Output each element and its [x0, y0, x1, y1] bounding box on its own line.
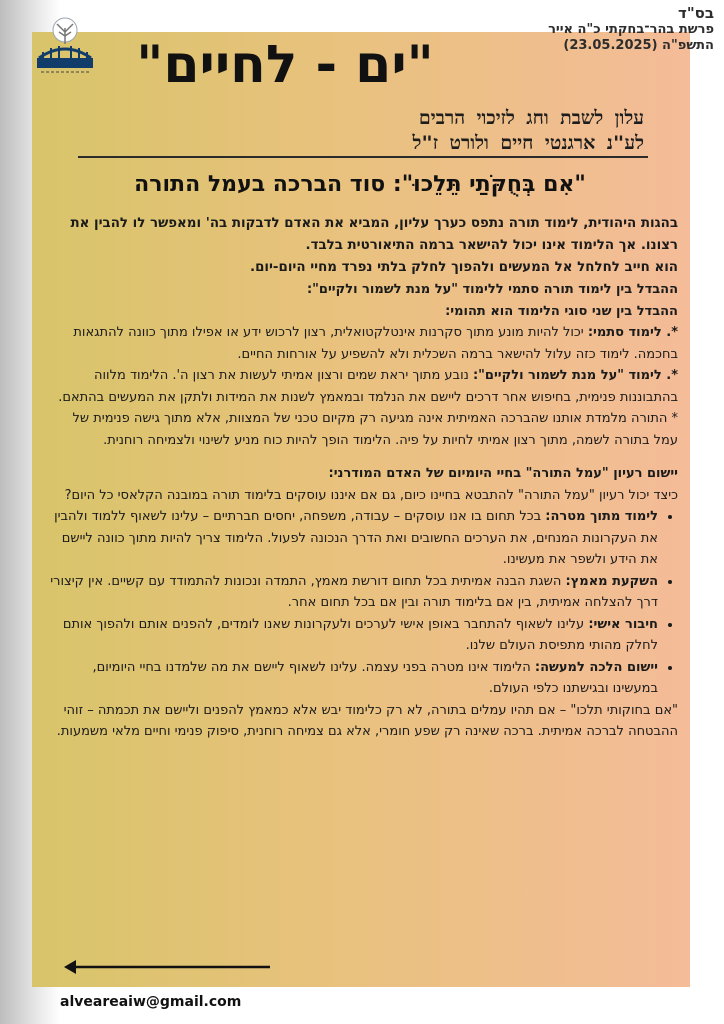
bullet-text: עלינו לשאוף להתחבר באופן אישי לערכים ולעקרונות שאנו לומדים, להפנים אותם ולהפוך אותם לחלק מהותי מתפיסת העולם שלנו.	[62, 616, 658, 653]
modern-heading: יישום רעיון "עמל התורה" בחיי היומיום של האדם המודרני:	[328, 466, 678, 481]
closing-paragraph: "אם בחוקותי תלכו" – אם תהיו עמלים בתורה, לא רק כלימוד יבש אלא כמאמץ להפנים וליישם את תכמתה – זוהי ההבטחה לברכה אמיתית. ברכה שאינה רק שפע חומרי, אלא גם צמיחה רוחנית, סיפוק פנימי וחיים מלאי משמעות.	[56, 702, 678, 739]
parasha-label: פרשת בהר־בחקתי כ"ה אייר	[548, 22, 714, 37]
bullet-label: לימוד מתוך מטרה:	[545, 509, 658, 524]
bullet-label: השקעת מאמץ:	[565, 573, 658, 589]
types-heading: ההבדל בין שני סוגי הלימוד הוא תהומי:	[445, 303, 678, 319]
intro-paragraph-2: הוא חייב לחלחל אל המעשים ולהפוך לחלק בלתי נפרד מחיי היום-יום.	[249, 260, 678, 275]
contact-email: alveareaiw@gmail.com	[60, 994, 242, 1010]
newsletter-subtitle	[84, 106, 644, 156]
difference-heading: ההבדל בין לימוד תורה סתמי ללימוד "על מנת לשמור ולקיים":	[306, 282, 678, 297]
header-divider	[78, 156, 648, 158]
bsd-label: בס"ד	[678, 4, 714, 22]
list-item	[46, 506, 658, 571]
bullet-text: הלימוד אינו מטרה בפני עצמה. עלינו לשאוף ליישם את מה שלמדנו בחיי היומיום, במעשינו ובגישתנו כלפי העולם.	[92, 659, 658, 696]
subtitle-line-2: לע"נ ארגנטי חיים ולורט ז"ל	[412, 132, 644, 154]
bullet-text: בכל תחום בו אנו עוסקים – עבודה, משפחה, יחסים חברתיים – עלינו לשאוף ללמוד ולהבין את העקרונות המנחים, את הערכים החשובים ואת הדרך הנכונה לפעול. הלימוד צריך להיות מתוך כוונה ליישם את הידע ולשפר את מעשינו.	[54, 509, 658, 567]
date-label: התשפ"ה (23.05.2025)	[563, 38, 714, 53]
subtitle-line-1: עלון לשבת וחג לזיכוי הרבים	[418, 107, 644, 129]
modern-question: כיצד יכול רעיון "עמל התורה" להתבטא בחיינו כיום, גם אם איננו עוסקים בלימוד תורה במובנה הקלאסי כל היום?	[64, 487, 678, 503]
list-item	[46, 571, 658, 614]
type1-label: *. לימוד סתמי:	[587, 325, 678, 340]
type1-paragraph	[46, 322, 678, 365]
spacer	[46, 451, 678, 463]
type1-text: יכול להיות מונע מתוך סקרנות אינטלקטואלית, רצון לרכוש ידע או אפילו מתוך כוונה להתגאות בחכמה. לימוד כזה עלול להישאר ברמה השכלית ולא להשפיע על אורחות החיים.	[73, 325, 678, 362]
type2-paragraph	[46, 365, 678, 408]
bullet-label: יישום הלכה למעשה:	[534, 659, 658, 675]
torah-teaches-paragraph: * התורה מלמדת אותנו שהברכה האמיתית אינה מגיעה רק מקיום טכני של המצוות, אלא מתוך גישה פנימית של עמל בתורה לשמה, מתוך רצון אמיתי לחיות על פיה. הלימוד הופך להיות כוח מניע לשינוי ולצמיחה רוחנית.	[72, 411, 678, 448]
intro-paragraph-1: בהגות היהודית, לימוד תורה נתפס כערך עליון, המביא את האדם לדבקות בה' ומאפשר לו להבין את רצונו. אך הלימוד אינו יכול להישאר ברמה התיאורטית בלבד.	[70, 216, 678, 253]
article-heading: "אִם בְּחֻקֹּתַי תֵּלֵכוּ": סוד הברכה בעמל התורה	[134, 172, 586, 197]
list-item	[46, 657, 658, 700]
bullet-text: השגת הבנה אמיתית בכל תחום דורשת מאמץ, התמדה ונכונות להתמודד עם קשיים. אין קיצורי דרך להצלחה אמיתית, בין אם בלימוד תורה ובין אם בכל תחום אחר.	[50, 573, 658, 610]
application-list	[46, 506, 678, 700]
bullet-label: חיבור אישי:	[588, 616, 658, 632]
newsletter-title: "ים - לחיים"	[136, 35, 434, 95]
list-item	[46, 614, 658, 657]
header-corner-info	[454, 4, 714, 54]
type2-label: *. לימוד "על מנת לשמור ולקיים":	[472, 368, 678, 383]
article-body	[46, 213, 678, 743]
type2-text: נובע מתוך יראת שמים ורצון אמיתי לעשות את רצון ה'. הלימוד מלווה בהתבוננות פנימית, בחיפוש אחר דרכים ליישם את הנלמד ובמאמץ לשנות את המידות ולתקן את המעשים בהתאם.	[58, 368, 678, 405]
left-arrow-icon	[62, 957, 272, 977]
